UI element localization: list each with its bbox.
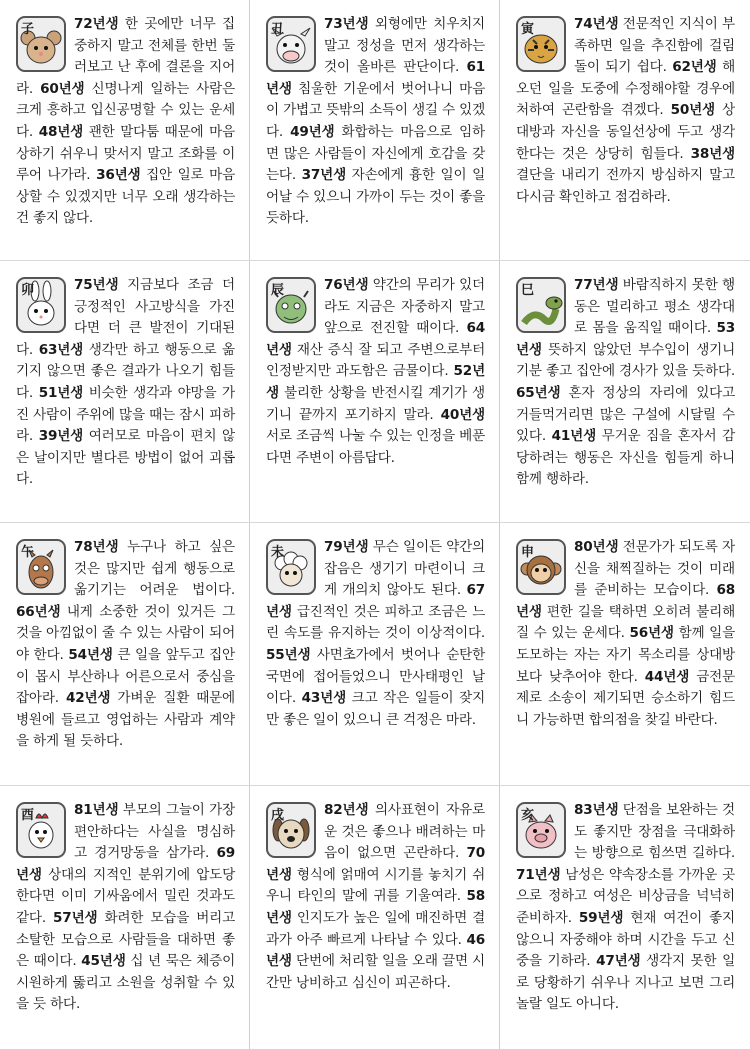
fortune-text: 해오던 일을 도중에 수정해야할 경우에 처하여 곤란함을 겪겠다. <box>516 59 735 119</box>
birth-year-label: 60년생 <box>40 80 85 97</box>
birth-year-label: 65년생 <box>516 384 561 401</box>
fortune-text: 남성은 약속장소를 가까운 곳으로 정하고 여성은 비상금을 넉넉히 준비하자. <box>516 866 735 926</box>
birth-year-label: 39년생 <box>38 428 84 445</box>
birth-year-label: 73년생 <box>324 16 369 32</box>
fortune-text: 무거운 짐을 혼자서 감당하려는 행동은 자신을 힘들게 하니 함께 행하라. <box>516 428 735 488</box>
fortune-text: 여러모로 마음이 편치 않은 날이지만 별다른 방법이 없어 괴롭다. <box>16 428 235 488</box>
fortune-text: 화려한 모습을 버리고 소탈한 모습으로 사람들을 대하면 좋은 때이다. <box>16 909 235 970</box>
horoscope-text <box>16 800 235 1016</box>
fortune-text: 서로 조금씩 나눌 수 있는 인정을 베푼다면 주변이 아름답다. <box>266 428 485 466</box>
fortune-text: 한 곳에만 너무 집중하지 말고 전체를 한번 둘러보고 난 후에 결론을 지어라. <box>16 16 235 97</box>
horoscope-cell <box>0 261 249 522</box>
birth-year-label: 81년생 <box>74 802 119 818</box>
birth-year-label: 37년생 <box>301 167 347 184</box>
horoscope-cell <box>250 523 499 785</box>
birth-year-label: 57년생 <box>53 909 98 926</box>
fortune-text: 부모의 그늘이 가장 편안하다는 사실을 명심하고 경거망동을 삼가라. <box>74 802 235 862</box>
horoscope-text <box>266 537 485 731</box>
fortune-text: 함께 일을 도모하는 자는 자기 목소리를 상대방보다 낮추어야 한다. <box>516 625 735 685</box>
birth-year-label: 43년생 <box>301 690 347 707</box>
zodiac-character: 亥 <box>521 808 534 823</box>
fortune-text: 생각만 하고 행동으로 옮기지 않으면 좋은 결과가 나오기 힘들다. <box>16 341 235 401</box>
horoscope-text <box>16 537 235 753</box>
tiger-icon <box>516 16 566 72</box>
birth-year-label: 78년생 <box>74 539 119 555</box>
fortune-text: 형식에 얽매여 시기를 놓치기 쉬우니 타인의 말에 귀를 기울여라. <box>266 866 485 905</box>
birth-year-label: 48년생 <box>38 123 84 140</box>
birth-year-label: 40년생 <box>440 406 485 423</box>
horoscope-cell <box>500 0 749 260</box>
sheep-icon <box>266 539 316 595</box>
zodiac-character: 巳 <box>521 283 534 298</box>
birth-year-label: 54년생 <box>68 646 113 663</box>
fortune-text: 단점을 보완하는 것도 좋지만 장점을 극대화하는 방향으로 힘쓰면 길하다. <box>574 802 735 862</box>
zodiac-character: 酉 <box>21 808 34 823</box>
fortune-text: 지금보다 조금 더 긍정적인 사고방식을 가진다면 더 큰 발전이 기대된다. <box>16 277 235 358</box>
horoscope-cell <box>0 786 249 1049</box>
zodiac-character: 申 <box>521 545 534 560</box>
rat-icon <box>16 16 66 72</box>
fortune-text: 뜻하지 않았던 부수입이 생기니 기분 좋고 집안에 경사가 있을 듯하다. <box>516 341 735 380</box>
fortune-text: 가벼운 질환 때문에 병원에 들르고 영업하는 사람과 계약을 하게 될 듯하다. <box>16 690 235 750</box>
horoscope-cell <box>0 0 249 260</box>
pig-icon <box>516 802 566 858</box>
fortune-text: 재산 증식 잘 되고 주변으로부터 인정받지만 과도함은 금물이다. <box>266 341 485 380</box>
birth-year-label: 51년생 <box>38 384 84 401</box>
fortune-text: 사면초가에서 벗어나 순탄한 국면에 접어들었으니 만사태평인 날이다. <box>266 646 485 707</box>
birth-year-label: 79년생 <box>324 539 369 555</box>
horoscope-cell <box>250 786 499 1049</box>
fortune-text: 단번에 처리할 일을 오래 끌면 시간만 낭비하고 심신이 피곤하다. <box>266 953 485 991</box>
fortune-text: 생각지 못한 일로 당황하기 쉬우나 지나고 보면 그리 놀랄 일도 아니다. <box>516 953 735 1013</box>
fortune-text: 내게 소중한 것이 있거든 그것을 아낌없이 줄 수 있는 사람이 되어야 한다. <box>16 603 235 663</box>
fortune-text: 약간의 무리가 있더라도 지금은 자중하지 말고 앞으로 전진할 때이다. <box>324 277 485 337</box>
horoscope-text <box>516 275 735 491</box>
birth-year-label: 62년생 <box>672 59 717 76</box>
fortune-text: 상대방과 자신을 동일선상에 두고 생각한다는 것은 상당히 힘들다. <box>516 102 735 162</box>
fortune-text: 외형에만 치우치지 말고 정성을 먼저 생각하는 것이 올바른 판단이다. <box>324 16 485 76</box>
birth-year-label: 68년생 <box>516 582 735 620</box>
dog-icon <box>266 802 316 858</box>
birth-year-label: 45년생 <box>81 953 126 970</box>
birth-year-label: 46년생 <box>266 931 485 970</box>
zodiac-character: 戌 <box>271 808 284 823</box>
rabbit-icon <box>16 277 66 333</box>
zodiac-character: 寅 <box>521 22 534 37</box>
horoscope-cell <box>500 261 749 522</box>
horoscope-text <box>516 14 735 208</box>
birth-year-label: 56년생 <box>629 625 674 642</box>
birth-year-label: 71년생 <box>516 866 561 883</box>
fortune-text: 비슷한 생각과 야망을 가진 사람이 주위에 많을 때는 잠시 피하라. <box>16 384 235 445</box>
birth-year-label: 82년생 <box>324 802 369 818</box>
birth-year-label: 36년생 <box>96 167 141 184</box>
birth-year-label: 52년생 <box>266 363 485 401</box>
zodiac-character: 卯 <box>21 283 34 298</box>
birth-year-label: 53년생 <box>516 320 735 358</box>
birth-year-label: 76년생 <box>324 277 369 293</box>
horoscope-cell <box>500 786 749 1049</box>
horoscope-cell <box>250 261 499 522</box>
birth-year-label: 66년생 <box>16 603 61 620</box>
birth-year-label: 64년생 <box>266 320 485 358</box>
fortune-text: 자손에게 흉한 일이 일어날 수 있으니 가까이 두는 것이 좋을 듯하다. <box>266 167 485 227</box>
fortune-text: 괜한 말다툼 때문에 마음 상하기 쉬우니 맞서지 말고 조화를 이루어 나가라. <box>16 123 235 184</box>
birth-year-label: 55년생 <box>266 646 311 663</box>
horoscope-text <box>516 537 735 731</box>
fortune-text: 전문적인 지식이 부족하면 일을 추진함에 걸림돌이 되기 쉽다. <box>574 16 735 76</box>
birth-year-label: 50년생 <box>670 102 715 119</box>
fortune-text: 현재 여건이 좋지않으니 자중해야 하며 시간을 두고 신중을 기하라. <box>516 909 735 970</box>
rooster-icon <box>16 802 66 858</box>
birth-year-label: 61년생 <box>266 59 485 97</box>
birth-year-label: 58년생 <box>266 888 485 926</box>
birth-year-label: 69년생 <box>16 845 235 883</box>
horoscope-cell <box>0 523 249 785</box>
birth-year-label: 63년생 <box>38 341 84 358</box>
horoscope-text <box>16 14 235 230</box>
horoscope-text <box>266 14 485 230</box>
zodiac-character: 未 <box>271 545 284 560</box>
fortune-text: 크고 작은 일들이 잦지만 좋은 일이 있으니 큰 걱정은 마라. <box>266 690 485 728</box>
fortune-text: 의사표현이 자유로운 것은 좋으나 배려하는 마음이 없으면 곤란하다. <box>324 802 485 862</box>
birth-year-label: 77년생 <box>574 277 619 293</box>
fortune-text: 급진적인 것은 피하고 조금은 느린 속도를 유지하는 것이 이상적이다. <box>266 603 485 642</box>
fortune-text: 전문가가 되도록 자신을 채찍질하는 것이 미래를 준비하는 모습이다. <box>574 539 735 599</box>
fortune-text: 침울한 기운에서 벗어나니 마음이 가볍고 뜻밖의 소득이 생길 수 있겠다. <box>266 80 485 140</box>
snake-icon <box>516 277 566 333</box>
birth-year-label: 80년생 <box>574 539 619 555</box>
monkey-icon <box>516 539 566 595</box>
horoscope-text <box>16 275 235 491</box>
fortune-text: 무슨 일이든 약간의 잡음은 생기기 마련이니 크게 개의치 않아도 된다. <box>324 539 485 599</box>
zodiac-character: 子 <box>21 22 34 37</box>
birth-year-label: 41년생 <box>551 428 597 445</box>
birth-year-label: 59년생 <box>578 909 624 926</box>
fortune-text: 집안 일로 마음 상할 수 있겠지만 너무 오래 생각하는 건 좋지 않다. <box>16 167 235 227</box>
birth-year-label: 47년생 <box>596 953 641 970</box>
fortune-text: 상대의 지적인 분위기에 압도당한다면 이미 기싸움에서 밀린 것과도 같다. <box>16 866 235 926</box>
birth-year-label: 75년생 <box>74 277 119 293</box>
fortune-text: 인지도가 높은 일에 매진하면 결과가 아주 빠르게 나타날 수 있다. <box>266 909 485 948</box>
birth-year-label: 67년생 <box>266 582 485 620</box>
fortune-text: 바람직하지 못한 행동은 멀리하고 평소 생각대로 몸을 움직일 때이다. <box>574 277 735 337</box>
birth-year-label: 70년생 <box>266 845 485 883</box>
horoscope-text <box>266 800 485 994</box>
fortune-text: 누구나 하고 싶은 것은 많지만 쉽게 행동으로 옮기기는 어려운 법이다. <box>74 539 235 599</box>
zodiac-character: 辰 <box>271 283 284 298</box>
dragon-icon <box>266 277 316 333</box>
birth-year-label: 83년생 <box>574 802 619 818</box>
horoscope-cell <box>250 0 499 260</box>
ox-icon <box>266 16 316 72</box>
birth-year-label: 38년생 <box>690 145 735 162</box>
fortune-text: 결단을 내리기 전까지 방심하지 말고 다시금 확인하고 점검하라. <box>516 167 735 205</box>
birth-year-label: 72년생 <box>74 16 119 32</box>
horse-icon <box>16 539 66 595</box>
birth-year-label: 44년생 <box>644 668 690 685</box>
fortune-text: 신명나게 일하는 사람은 크게 흥하고 입신공명할 수 있는 운세다. <box>16 80 235 140</box>
horoscope-text <box>266 275 485 469</box>
fortune-text: 편한 길을 택하면 오히려 불리해질 수 있는 운세다. <box>516 603 735 642</box>
fortune-text: 큰 일을 앞두고 집안이 몹시 부산하나 어른으로서 중심을 잡아라. <box>16 646 235 707</box>
fortune-text: 불리한 상황을 반전시킬 계기가 생기니 끝까지 포기하지 말라. <box>266 384 485 423</box>
horoscope-text <box>516 800 735 1016</box>
birth-year-label: 42년생 <box>65 690 111 707</box>
zodiac-character: 丑 <box>271 22 284 37</box>
fortune-text: 화합하는 마음으로 임하면 많은 사람들이 자신에게 호감을 갖는다. <box>266 123 485 184</box>
zodiac-character: 午 <box>21 545 34 560</box>
birth-year-label: 49년생 <box>290 123 335 140</box>
horoscope-cell <box>500 523 749 785</box>
birth-year-label: 74년생 <box>574 16 619 32</box>
fortune-text: 금전문제로 소송이 제기되면 승소하기 힘드니 가능하면 합의점을 찾길 바란다. <box>516 668 735 728</box>
fortune-text: 혼자 정상의 자리에 있다고 거들먹거리면 많은 구설에 시달릴 수 있다. <box>516 384 735 445</box>
fortune-text: 십 년 묵은 체증이 시원하게 뚫리고 소원을 성취할 수 있을 듯 하다. <box>16 953 235 1013</box>
